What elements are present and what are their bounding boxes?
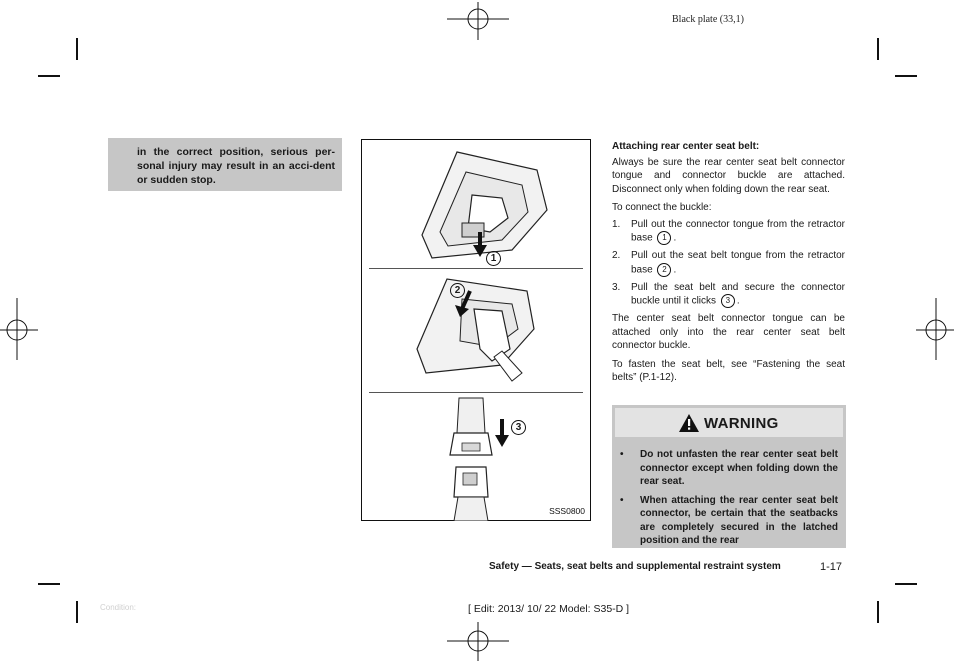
warning-list — [620, 448, 838, 548]
section-heading: Attaching rear center seat belt: — [612, 141, 760, 152]
step-ref-circle: 3 — [721, 294, 735, 308]
seat-belt-illustration — [361, 139, 591, 521]
registration-mark-right — [916, 298, 954, 360]
warning-header — [615, 408, 843, 437]
warning-item: • Do not unfasten the rear center seat belt connector except when folding down the rear seat. — [620, 449, 838, 487]
illustration-panel-3 — [362, 393, 590, 521]
condition-label: Condition: — [100, 603, 137, 612]
registration-mark-top — [447, 2, 509, 40]
step-ref-circle: 2 — [657, 263, 671, 277]
warning-title: WARNING — [704, 415, 779, 432]
figure-code: SSS0800 — [549, 506, 585, 516]
step-item: 2. Pull out the seat belt tongue from the retractor base 2 . — [612, 250, 845, 276]
warning-box — [612, 405, 846, 548]
callout-2: 2 — [450, 283, 465, 298]
continued-warning-box — [108, 138, 342, 191]
illustration-panel-1 — [362, 140, 590, 268]
illustration-panel-2 — [362, 269, 590, 392]
plate-label: Black plate (33,1) — [672, 14, 744, 25]
warning-item: • When attaching the rear center seat belt connector, be certain that the seatbacks are completely secured in the latched position and the rear — [620, 494, 838, 546]
intro-paragraph: Always be sure the rear center seat belt connector tongue and connector buckle are attached. Disconnect only when folding down the rear seat. — [612, 156, 845, 195]
registration-mark-bottom — [447, 622, 509, 661]
instructions-column — [612, 140, 845, 390]
warning-triangle-icon — [678, 413, 700, 433]
callout-3: 3 — [511, 420, 526, 435]
footer-section-title: Safety — Seats, seat belts and supplemental restraint system — [489, 561, 781, 572]
callout-1: 1 — [486, 251, 501, 266]
step-item: 3. Pull the seat belt and secure the connector buckle until it clicks 3 . — [612, 281, 845, 307]
tongue-paragraph: The center seat belt connector tongue can be attached only into the rear center seat belt connector buckle. — [612, 313, 845, 352]
page-number: 1-17 — [820, 561, 843, 573]
edit-info: [ Edit: 2013/ 10/ 22 Model: S35-D ] — [468, 603, 630, 615]
registration-mark-left — [0, 298, 38, 360]
connect-label: To connect the buckle: — [612, 202, 712, 213]
steps-list — [612, 218, 845, 309]
fasten-reference: To fasten the seat belt, see “Fastening the seat belts” (P.1-12). — [612, 358, 845, 384]
continued-warning-text: in the correct position, serious per-sonal injury may result in an acci-dent or sudden stop. — [137, 146, 335, 186]
step-ref-circle: 1 — [657, 231, 671, 245]
step-item: 1. Pull out the connector tongue from the retractor base 1 . — [612, 218, 845, 244]
